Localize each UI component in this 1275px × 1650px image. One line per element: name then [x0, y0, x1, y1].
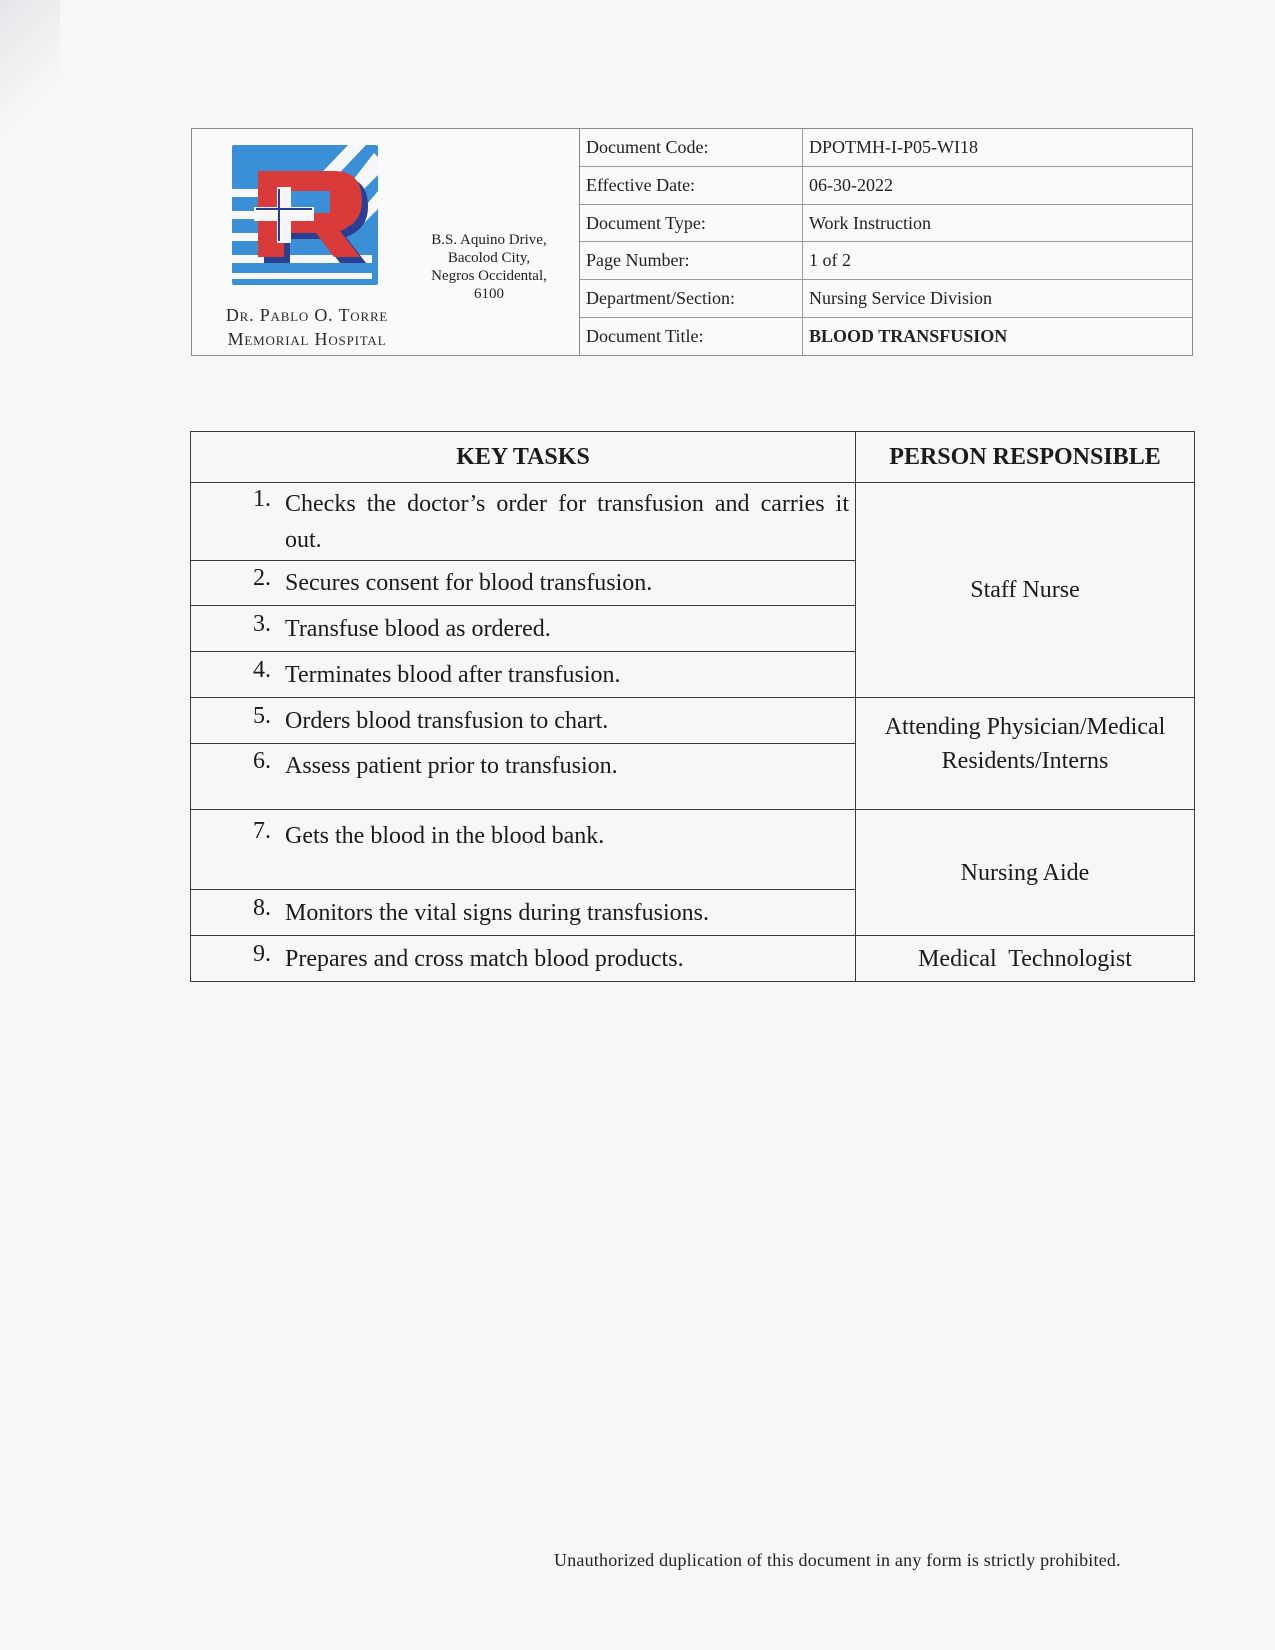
task-text: Monitors the vital signs during transfusions. — [285, 899, 709, 926]
info-value: Work Instruction — [809, 212, 932, 233]
task-cell — [191, 561, 856, 606]
person-responsible-cell: Attending Physician/Medical Residents/Interns — [856, 698, 1195, 810]
address-line: B.S. Aquino Drive, — [431, 232, 547, 248]
task-cell — [191, 652, 856, 698]
task-text: Prepares and cross match blood products. — [285, 945, 684, 972]
info-label: Document Title: — [580, 318, 803, 355]
document-header — [191, 128, 1193, 356]
hospital-logo-icon — [228, 145, 378, 295]
task-number: 3. — [253, 610, 271, 637]
person-responsible-cell: Medical Technologist — [856, 936, 1195, 982]
column-header-key-tasks: KEY TASKS — [191, 432, 856, 483]
info-row-effective-date — [580, 167, 1192, 205]
task-text: Orders blood transfusion to chart. — [285, 707, 609, 734]
address-line: 6100 — [474, 286, 504, 302]
info-row-department — [580, 280, 1192, 318]
info-value: Nursing Service Division — [809, 288, 992, 309]
info-row-document-code — [580, 129, 1192, 167]
task-text: Secures consent for blood transfusion. — [285, 570, 653, 596]
task-number: 2. — [253, 565, 271, 591]
info-label: Department/Section: — [580, 280, 803, 317]
task-text: Gets the blood in the blood bank. — [285, 823, 605, 849]
task-cell — [191, 698, 856, 744]
task-cell — [191, 890, 856, 936]
task-number: 5. — [253, 702, 271, 729]
table-row — [191, 810, 1195, 890]
task-text: Transfuse blood as ordered. — [285, 615, 551, 642]
info-row-page-number — [580, 242, 1192, 280]
info-row-document-title — [580, 318, 1192, 355]
address-line: Bacolod City, — [447, 250, 531, 266]
task-cell — [191, 483, 856, 561]
task-number: 1. — [253, 485, 271, 512]
task-text: Terminates blood after transfusion. — [285, 661, 621, 688]
key-tasks-table — [190, 431, 1195, 982]
info-value: DPOTMH-I-P05-WI18 — [809, 136, 978, 157]
task-cell — [191, 606, 856, 652]
task-text: Assess patient prior to transfusion. — [285, 753, 618, 779]
task-text: Checks the doctor’s order for transfusion and carries it out. — [285, 490, 849, 553]
task-number: 9. — [253, 940, 271, 967]
info-label: Page Number: — [580, 242, 803, 279]
hospital-name-line1: Dr. Pablo O. Torre — [225, 305, 389, 325]
person-responsible-cell: Staff Nurse — [856, 483, 1195, 698]
hospital-address — [399, 231, 579, 303]
task-cell — [191, 810, 856, 890]
address-line: Negros Occidental, — [431, 268, 547, 284]
column-header-person-responsible: PERSON RESPONSIBLE — [856, 432, 1195, 483]
table-row — [191, 936, 1195, 982]
task-cell — [191, 936, 856, 982]
task-number: 4. — [253, 656, 271, 683]
task-number: 8. — [253, 894, 271, 921]
info-label: Document Type: — [580, 205, 803, 242]
task-number: 7. — [253, 818, 271, 844]
person-responsible-cell: Nursing Aide — [856, 810, 1195, 936]
table-header-row — [191, 432, 1195, 483]
table-row — [191, 698, 1195, 744]
info-label: Document Code: — [580, 129, 803, 166]
task-number: 6. — [253, 748, 271, 774]
info-value: 06-30-2022 — [809, 174, 893, 195]
info-value-title: BLOOD TRANSFUSION — [809, 326, 1008, 347]
info-row-document-type — [580, 205, 1192, 243]
task-cell — [191, 744, 856, 810]
info-value: 1 of 2 — [809, 250, 851, 271]
info-label: Effective Date: — [580, 167, 803, 204]
table-row — [191, 483, 1195, 561]
scan-shadow — [0, 0, 60, 140]
document-info-table — [579, 129, 1192, 355]
hospital-name-line2: Memorial Hospital — [227, 329, 387, 349]
address-cell — [399, 129, 579, 355]
duplication-notice: Unauthorized duplication of this document in any form is strictly prohibited. — [554, 1550, 1121, 1570]
logo-cell — [192, 129, 399, 355]
hospital-name — [192, 303, 422, 351]
